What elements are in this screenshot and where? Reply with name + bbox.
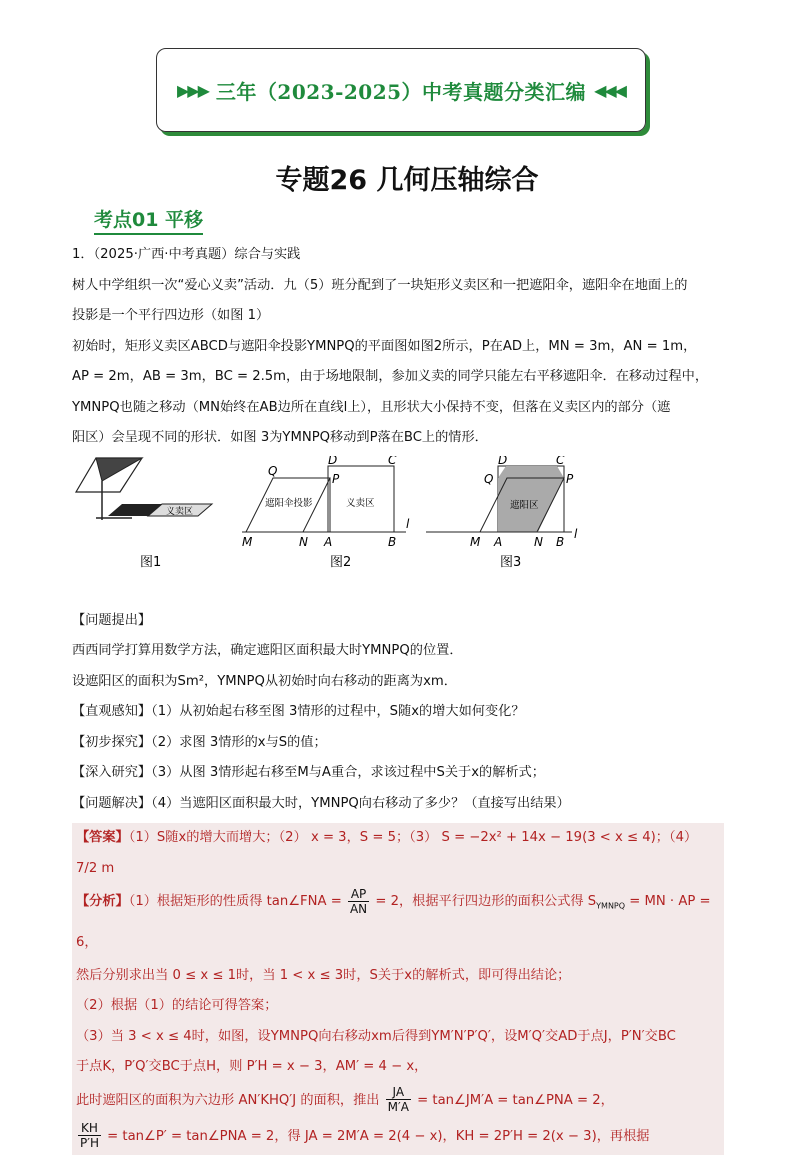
answer-tag: 【答案】 — [76, 830, 129, 845]
analysis-line: （3）当 3 < x ≤ 4时，如图，设YMNPQ向右移动xm后得到YM′N′P′Q′，设M′Q′交AD于点J，P′N′交BC — [76, 1028, 676, 1044]
fig2-sale-label: 义卖区 — [346, 497, 375, 509]
pt-a: A — [324, 534, 333, 549]
analysis-text: = MN · AP = 6， — [76, 894, 711, 950]
fraction-num: AP — [348, 887, 369, 902]
question-text: 树人中学组织一次“爱心义卖”活动．九（5）班分配到了一块矩形义卖区和一把遮阳伞，遮阳伞在地面上的 — [72, 277, 688, 293]
section-heading: 考点01 平移 — [94, 205, 203, 235]
fraction-num: KH — [78, 1121, 101, 1136]
question-text: AP = 2m，AB = 3m，BC = 2.5m，由于场地限制，参加义卖的同学只能左右平移遮阳伞．在移动过程中， — [72, 369, 709, 384]
analysis-line: （2）根据（1）的结论可得答案； — [76, 998, 278, 1014]
figures-svg — [72, 456, 724, 606]
fraction — [386, 1085, 411, 1114]
analysis-text: = tan∠JM′A = tan∠PNA = 2， — [412, 1092, 614, 1108]
analysis-text: = tan∠P′ = tan∠PNA = 2，得 JA = 2M′A = 2(4 − x)，KH = 2P′H = 2(x − 3)，再根据 — [102, 1128, 650, 1144]
page-title: 专题26 几何压轴综合 — [275, 165, 539, 196]
body-text: 【问题解决】（4）当遮阳区面积最大时，YMNPQ向右移动了多少？（直接写出结果） — [72, 795, 570, 811]
body-text: 【直观感知】（1）从初始起右移至图 3情形的过程中，S随x的增大如何变化？ — [72, 704, 525, 719]
fraction-den: M′A — [387, 1100, 409, 1115]
pt-n-fig3: N — [534, 534, 543, 549]
body-text: 【问题提出】 — [72, 612, 152, 628]
pt-l: l — [406, 516, 410, 531]
arrows-left-icon: ▶▶▶ — [177, 80, 208, 100]
pt-c: C — [388, 455, 397, 467]
fraction-den: P′H — [80, 1136, 99, 1151]
banner-text: 三年（2023-2025）中考真题分类汇编 — [215, 79, 587, 104]
answer-line — [76, 823, 720, 884]
question-text: 阳区）会呈现不同的形状．如图 3为YMNPQ移动到P落在BC上的情形． — [72, 430, 488, 445]
subscript: YMNPQ — [596, 901, 626, 911]
fraction — [78, 1121, 101, 1150]
pt-b-fig3: B — [556, 534, 565, 549]
figure-3-caption: 图3 — [500, 554, 522, 570]
figure-1 — [76, 458, 212, 570]
title-banner — [156, 48, 646, 132]
pt-p: P — [332, 471, 340, 486]
pt-c-fig3: C — [556, 455, 565, 467]
analysis-text: = 2，根据平行四边形的面积公式得 S — [371, 894, 597, 909]
analysis-tag: 【分析】 — [76, 894, 129, 909]
arrows-right-icon: ◀◀◀ — [594, 80, 625, 100]
shaded-region — [498, 466, 564, 532]
fraction — [348, 887, 369, 916]
analysis-line — [76, 1119, 720, 1155]
analysis-line — [76, 1083, 720, 1119]
body-text: 【初步探究】（2）求图 3情形的x与S的值； — [72, 734, 327, 750]
figure-3 — [426, 456, 578, 570]
analysis-text: （1）根据矩形的性质得 tan∠FNA = — [128, 894, 346, 909]
document-body — [72, 240, 724, 1155]
pt-m-fig3: M — [470, 534, 481, 549]
pt-a-fig3: A — [494, 534, 503, 549]
figures-row — [72, 456, 724, 606]
question-header: 1．（2025·广西·中考真题）综合与实践 — [72, 247, 301, 262]
figure-2-caption: 图2 — [330, 554, 352, 570]
pt-q: Q — [268, 463, 278, 478]
pt-m: M — [242, 534, 253, 549]
pt-p-fig3: P — [566, 471, 574, 486]
pt-d: D — [328, 455, 338, 467]
body-text: 设遮阳区的面积为Sm²，YMNPQ从初始时向右移动的距离为xm． — [72, 673, 457, 689]
answer-text: （1）S随x的增大而增大；（2） x = 3，S = 5；（3） S = −2x² + 14x − 19(3 < x ≤ 4)；（4） 7/2 m — [76, 830, 698, 876]
fraction-den: AN — [349, 901, 368, 916]
figure-2 — [242, 456, 410, 570]
question-text: 投影是一个平行四边形（如图 1） — [72, 308, 270, 323]
body-text: 【深入研究】（3）从图 3情形起右移至M与A重合，求该过程中S关于x的解析式； — [72, 765, 545, 780]
sale-area-label: 义卖区 — [166, 506, 194, 517]
question-text: YMNPQ也随之移动（MN始终在AB边所在直线l上），且形状大小保持不变，但落在义卖区内的部分（遮 — [72, 399, 671, 415]
pt-d-fig3: D — [498, 455, 508, 467]
pt-n: N — [299, 534, 308, 549]
pt-b: B — [388, 534, 397, 549]
pt-q-fig3: Q — [484, 471, 494, 486]
analysis-line: 于点K，P′Q′交BC于点H，则 P′H = x − 3，AM′ = 4 − x， — [76, 1059, 428, 1075]
figure-1-caption: 图1 — [140, 554, 162, 570]
fig3-shade-label: 遮阳区 — [510, 499, 539, 511]
question-text: 初始时，矩形义卖区ABCD与遮阳伞投影YMNPQ的平面图如图2所示，P在AD上，MN = 3m，AN = 1m， — [72, 338, 697, 354]
fraction-num: JA — [386, 1085, 411, 1100]
fig2-shade-label: 遮阳伞投影 — [265, 497, 313, 509]
body-text: 西西同学打算用数学方法，确定遮阳区面积最大时YMNPQ的位置． — [72, 643, 463, 658]
analysis-line — [76, 884, 720, 961]
analysis-text: 此时遮阳区的面积为六边形 AN′KHQ′J 的面积，推出 — [76, 1092, 384, 1108]
analysis-line: 然后分别求出当 0 ≤ x ≤ 1时，当 1 < x ≤ 3时，S关于x的解析式，即可得出结论； — [76, 967, 571, 983]
pt-l-fig3: l — [574, 526, 578, 541]
answer-box — [72, 823, 724, 1155]
